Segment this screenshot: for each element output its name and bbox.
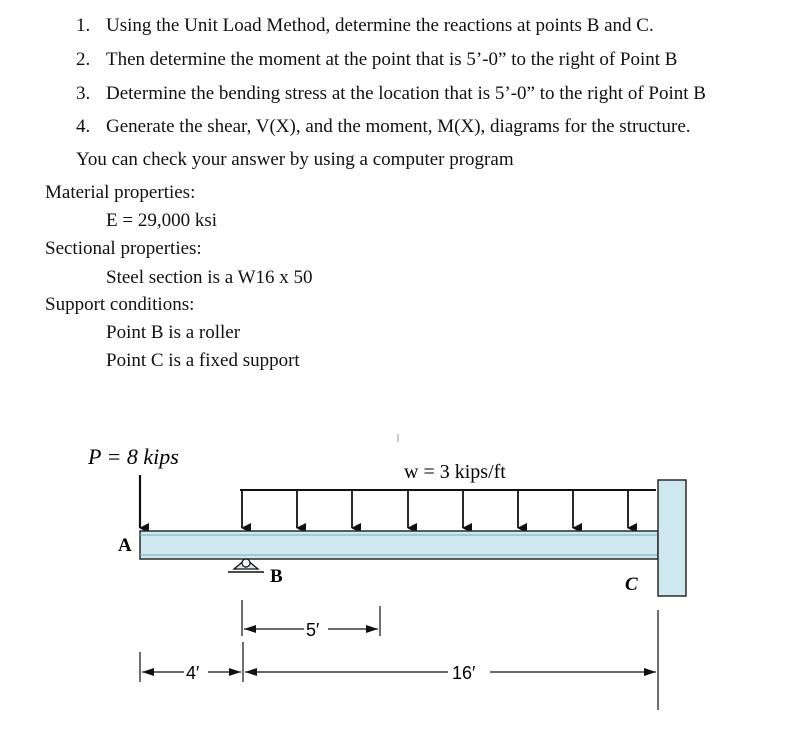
dist-load-label: w = 3 kips/ft [404, 461, 506, 483]
sectional-value: Steel section is a W16 x 50 [106, 267, 313, 288]
step-1 [76, 16, 654, 36]
step-3-number: 3. [76, 83, 91, 104]
step-2 [76, 50, 677, 70]
support-heading: Support conditions: [45, 294, 195, 315]
material-heading: Material properties: [45, 182, 196, 203]
beam-diagram [0, 420, 810, 746]
dim-4ft [140, 642, 243, 683]
dim-5ft [242, 600, 380, 640]
support-roller: Point B is a roller [106, 322, 241, 343]
support-fixed: Point C is a fixed support [106, 350, 300, 371]
step-4 [76, 117, 691, 137]
material-value: E = 29,000 ksi [106, 210, 217, 231]
point-load-label: P = 8 kips [88, 444, 179, 469]
label-b: B [270, 566, 283, 587]
dist-load-arrows [242, 490, 628, 528]
roller-circle [242, 559, 250, 567]
dim-4-label: 4′ [186, 663, 200, 683]
step-1-text: Using the Unit Load Method, determine the reactions at points B and C. [106, 15, 654, 36]
step-3-text: Determine the bending stress at the location that is 5’-0” to the right of Point B [106, 83, 706, 104]
check-note: You can check your answer by using a computer program [76, 149, 514, 170]
dim-5-label: 5′ [306, 620, 320, 640]
sectional-heading: Sectional properties: [45, 238, 202, 259]
roller-support [228, 559, 264, 572]
step-2-text: Then determine the moment at the point that is 5’-0” to the right of Point B [106, 49, 678, 70]
step-4-number: 4. [76, 116, 91, 137]
step-4-text: Generate the shear, V(X), and the moment, M(X), diagrams for the structure. [106, 116, 691, 137]
label-c: C [625, 574, 638, 595]
step-2-number: 2. [76, 49, 91, 70]
step-3 [76, 84, 706, 104]
dim-16-label: 16′ [452, 663, 476, 683]
label-a: A [118, 535, 132, 556]
fixed-wall [658, 480, 686, 596]
step-1-number: 1. [76, 15, 91, 36]
